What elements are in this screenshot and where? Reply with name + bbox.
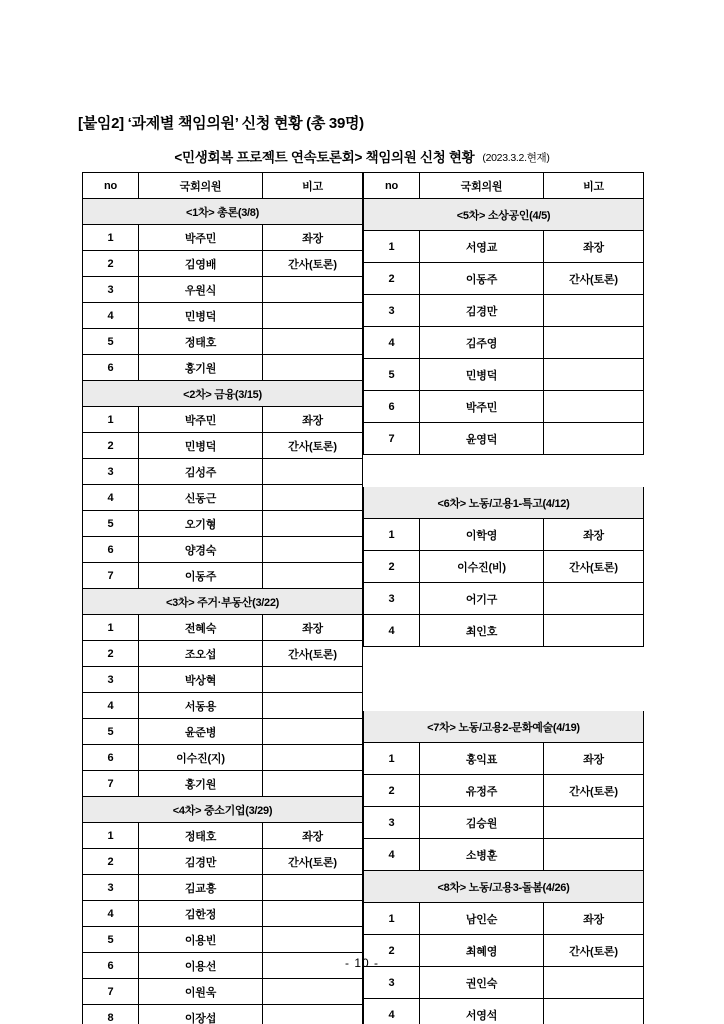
cell-note: 간사(토론) (544, 263, 644, 295)
table-row (364, 231, 644, 263)
cell-no: 2 (83, 251, 139, 277)
cell-note (263, 537, 363, 563)
section-header-row (364, 871, 644, 903)
cell-note: 간사(토론) (263, 251, 363, 277)
cell-member: 유정주 (420, 775, 544, 807)
cell-note (544, 359, 644, 391)
cell-member: 서영교 (420, 231, 544, 263)
section-label: <6차> 노동/고용1-특고(4/12) (364, 487, 644, 519)
spacer-cell (544, 455, 644, 487)
cell-member: 김교흥 (139, 875, 263, 901)
table-row (83, 927, 363, 953)
cell-member: 양경숙 (139, 537, 263, 563)
cell-member: 김주영 (420, 327, 544, 359)
table-row (364, 807, 644, 839)
cell-note: 간사(토론) (544, 551, 644, 583)
table-row (83, 225, 363, 251)
cell-member: 홍기원 (139, 771, 263, 797)
cell-no: 1 (364, 903, 420, 935)
cell-no: 4 (364, 839, 420, 871)
right-table-body (364, 199, 644, 1024)
cell-note: 간사(토론) (544, 935, 644, 967)
section-label: <5차> 소상공인(4/5) (364, 199, 644, 231)
cell-no: 2 (83, 433, 139, 459)
cell-member: 정태호 (139, 329, 263, 355)
cell-note (544, 615, 644, 647)
cell-no: 2 (364, 551, 420, 583)
cell-member: 서동용 (139, 693, 263, 719)
table-row (83, 719, 363, 745)
cell-member: 이용선 (139, 953, 263, 979)
cell-no: 3 (364, 967, 420, 999)
cell-no: 6 (83, 537, 139, 563)
cell-no: 5 (364, 359, 420, 391)
section-header-row (364, 487, 644, 519)
cell-note: 좌장 (263, 407, 363, 433)
table-row (83, 849, 363, 875)
cell-no: 5 (83, 719, 139, 745)
cell-no: 6 (83, 355, 139, 381)
section-header-row (364, 711, 644, 743)
cell-member: 김한정 (139, 901, 263, 927)
cell-no: 4 (83, 303, 139, 329)
spacer-cell (364, 455, 420, 487)
cell-member: 소병훈 (420, 839, 544, 871)
section-label: <4차> 중소기업(3/29) (83, 797, 363, 823)
cell-member: 서영석 (420, 999, 544, 1024)
cell-member: 이원욱 (139, 979, 263, 1005)
table-row (83, 485, 363, 511)
table-row (83, 1005, 363, 1024)
cell-note: 좌장 (263, 225, 363, 251)
cell-member: 이학영 (420, 519, 544, 551)
cell-note (263, 719, 363, 745)
cell-note: 좌장 (263, 823, 363, 849)
left-table-head (83, 173, 363, 199)
table-row (83, 355, 363, 381)
cell-note (544, 583, 644, 615)
cell-note (263, 485, 363, 511)
section-label: <2차> 금융(3/15) (83, 381, 363, 407)
cell-member: 오기형 (139, 511, 263, 537)
table-row (83, 979, 363, 1005)
cell-no: 6 (364, 391, 420, 423)
table-row (364, 263, 644, 295)
cell-member: 민병덕 (420, 359, 544, 391)
table-row (83, 511, 363, 537)
cell-note (263, 277, 363, 303)
cell-member: 어기구 (420, 583, 544, 615)
cell-note: 좌장 (544, 519, 644, 551)
right-table-head (364, 173, 644, 199)
table-row (83, 875, 363, 901)
cell-note (544, 295, 644, 327)
section-header-row (83, 199, 363, 225)
cell-member: 권인숙 (420, 967, 544, 999)
table-row (83, 641, 363, 667)
table-row (83, 693, 363, 719)
cell-member: 박상혁 (139, 667, 263, 693)
cell-note: 좌장 (544, 743, 644, 775)
section-label: <1차> 총론(3/8) (83, 199, 363, 225)
table-row (83, 901, 363, 927)
spacer-row (364, 647, 644, 679)
cell-member: 조오섭 (139, 641, 263, 667)
cell-member: 김경만 (420, 295, 544, 327)
cell-note: 좌장 (544, 231, 644, 263)
cell-member: 김승원 (420, 807, 544, 839)
cell-member: 김성주 (139, 459, 263, 485)
table-header-row (83, 173, 363, 199)
cell-member: 이동주 (420, 263, 544, 295)
spacer-cell (364, 647, 420, 679)
cell-note (263, 901, 363, 927)
cell-no: 2 (364, 263, 420, 295)
cell-no: 8 (83, 1005, 139, 1024)
table-row (83, 771, 363, 797)
cell-no: 3 (364, 807, 420, 839)
table-row (364, 359, 644, 391)
caption-main-text: <민생회복 프로젝트 연속토론회> 책임의원 신청 현황 (174, 150, 475, 165)
cell-member: 최혜영 (420, 935, 544, 967)
table-row (364, 775, 644, 807)
table-row (364, 519, 644, 551)
table-row (364, 967, 644, 999)
cell-no: 7 (364, 423, 420, 455)
cell-no: 4 (364, 327, 420, 359)
cell-member: 홍기원 (139, 355, 263, 381)
cell-no: 7 (83, 563, 139, 589)
cell-member: 박주민 (139, 225, 263, 251)
cell-no: 3 (83, 875, 139, 901)
section-header-row (83, 797, 363, 823)
cell-note (263, 979, 363, 1005)
section-label: <8차> 노동/고용3-돌봄(4/26) (364, 871, 644, 903)
cell-no: 1 (83, 823, 139, 849)
cell-member: 신동근 (139, 485, 263, 511)
table-row (83, 303, 363, 329)
table-row (364, 743, 644, 775)
header-no: no (364, 173, 420, 199)
page-number: - 10 - (344, 956, 379, 970)
table-row (364, 839, 644, 871)
header-no: no (83, 173, 139, 199)
cell-no: 5 (83, 927, 139, 953)
cell-member: 김경만 (139, 849, 263, 875)
spacer-cell (364, 679, 420, 711)
table-row (364, 903, 644, 935)
cell-note (263, 303, 363, 329)
cell-note (263, 771, 363, 797)
cell-note: 간사(토론) (263, 849, 363, 875)
cell-member: 윤준병 (139, 719, 263, 745)
cell-no: 3 (83, 667, 139, 693)
table-row (364, 615, 644, 647)
cell-no: 1 (364, 743, 420, 775)
table-row (83, 459, 363, 485)
table-row (83, 329, 363, 355)
cell-note (263, 1005, 363, 1024)
section-header-row (83, 589, 363, 615)
cell-no: 7 (83, 979, 139, 1005)
cell-member: 남인순 (420, 903, 544, 935)
cell-note (544, 999, 644, 1024)
cell-no: 1 (83, 225, 139, 251)
cell-member: 전혜숙 (139, 615, 263, 641)
cell-no: 3 (364, 583, 420, 615)
cell-no: 7 (83, 771, 139, 797)
section-label: <7차> 노동/고용2-문화예술(4/19) (364, 711, 644, 743)
cell-member: 김영배 (139, 251, 263, 277)
cell-no: 2 (364, 775, 420, 807)
table-caption (0, 146, 724, 166)
section-header-row (364, 199, 644, 231)
table-row (83, 537, 363, 563)
table-header-row (364, 173, 644, 199)
cell-member: 우원식 (139, 277, 263, 303)
table-row (83, 251, 363, 277)
header-member: 국회의원 (420, 173, 544, 199)
caption-asof-text: (2023.3.2.현재) (482, 152, 550, 164)
cell-member: 박주민 (139, 407, 263, 433)
header-note: 비고 (263, 173, 363, 199)
cell-member: 이수진(지) (139, 745, 263, 771)
cell-note (544, 807, 644, 839)
tables-container (82, 172, 642, 1024)
table-row (364, 295, 644, 327)
table-row (364, 999, 644, 1024)
cell-no: 4 (364, 999, 420, 1024)
cell-no: 5 (83, 511, 139, 537)
cell-no: 1 (83, 407, 139, 433)
table-row (83, 407, 363, 433)
cell-member: 박주민 (420, 391, 544, 423)
cell-note (263, 459, 363, 485)
table-row (364, 551, 644, 583)
table-row (364, 391, 644, 423)
page-title: [붙임2] ‘과제별 책임의원’ 신청 현황 (총 39명) (78, 115, 364, 132)
spacer-cell (544, 679, 644, 711)
cell-note (544, 967, 644, 999)
cell-note: 간사(토론) (263, 433, 363, 459)
table-row (83, 823, 363, 849)
cell-no: 3 (83, 277, 139, 303)
cell-note (263, 745, 363, 771)
cell-note (263, 329, 363, 355)
section-label: <3차> 주거·부동산(3/22) (83, 589, 363, 615)
cell-no: 6 (83, 745, 139, 771)
cell-note (263, 927, 363, 953)
cell-note: 좌장 (263, 615, 363, 641)
cell-member: 최인호 (420, 615, 544, 647)
cell-no: 4 (83, 693, 139, 719)
cell-note (544, 839, 644, 871)
cell-member: 이동주 (139, 563, 263, 589)
spacer-row (364, 679, 644, 711)
left-table-body (83, 199, 363, 1024)
spacer-cell (420, 679, 544, 711)
cell-no: 5 (83, 329, 139, 355)
cell-note (263, 693, 363, 719)
header-member: 국회의원 (139, 173, 263, 199)
cell-member: 홍익표 (420, 743, 544, 775)
cell-note (263, 355, 363, 381)
table-row (83, 277, 363, 303)
cell-member: 정태호 (139, 823, 263, 849)
table-row (83, 745, 363, 771)
table-row (364, 327, 644, 359)
cell-no: 1 (364, 231, 420, 263)
table-row (83, 667, 363, 693)
cell-note (263, 511, 363, 537)
section-header-row (83, 381, 363, 407)
spacer-cell (544, 647, 644, 679)
cell-no: 6 (83, 953, 139, 979)
right-table (363, 172, 644, 1024)
cell-note (544, 391, 644, 423)
cell-member: 이용빈 (139, 927, 263, 953)
cell-member: 민병덕 (139, 433, 263, 459)
spacer-cell (420, 455, 544, 487)
cell-no: 2 (364, 935, 420, 967)
cell-note (263, 875, 363, 901)
cell-no: 3 (83, 459, 139, 485)
cell-note (544, 327, 644, 359)
cell-member: 이수진(비) (420, 551, 544, 583)
cell-no: 4 (83, 485, 139, 511)
table-row (364, 583, 644, 615)
table-row (83, 615, 363, 641)
cell-no: 4 (83, 901, 139, 927)
cell-no: 2 (83, 641, 139, 667)
table-row (83, 433, 363, 459)
spacer-row (364, 455, 644, 487)
table-row (364, 423, 644, 455)
spacer-cell (420, 647, 544, 679)
cell-no: 2 (83, 849, 139, 875)
cell-note: 좌장 (544, 903, 644, 935)
cell-note: 간사(토론) (544, 775, 644, 807)
cell-member: 이장섭 (139, 1005, 263, 1024)
cell-no: 1 (83, 615, 139, 641)
cell-no: 1 (364, 519, 420, 551)
cell-no: 3 (364, 295, 420, 327)
table-row (83, 563, 363, 589)
cell-no: 4 (364, 615, 420, 647)
cell-member: 민병덕 (139, 303, 263, 329)
cell-note (263, 667, 363, 693)
cell-note (263, 563, 363, 589)
left-table (82, 172, 363, 1024)
cell-note: 간사(토론) (263, 641, 363, 667)
cell-note (544, 423, 644, 455)
header-note: 비고 (544, 173, 644, 199)
cell-member: 윤영덕 (420, 423, 544, 455)
